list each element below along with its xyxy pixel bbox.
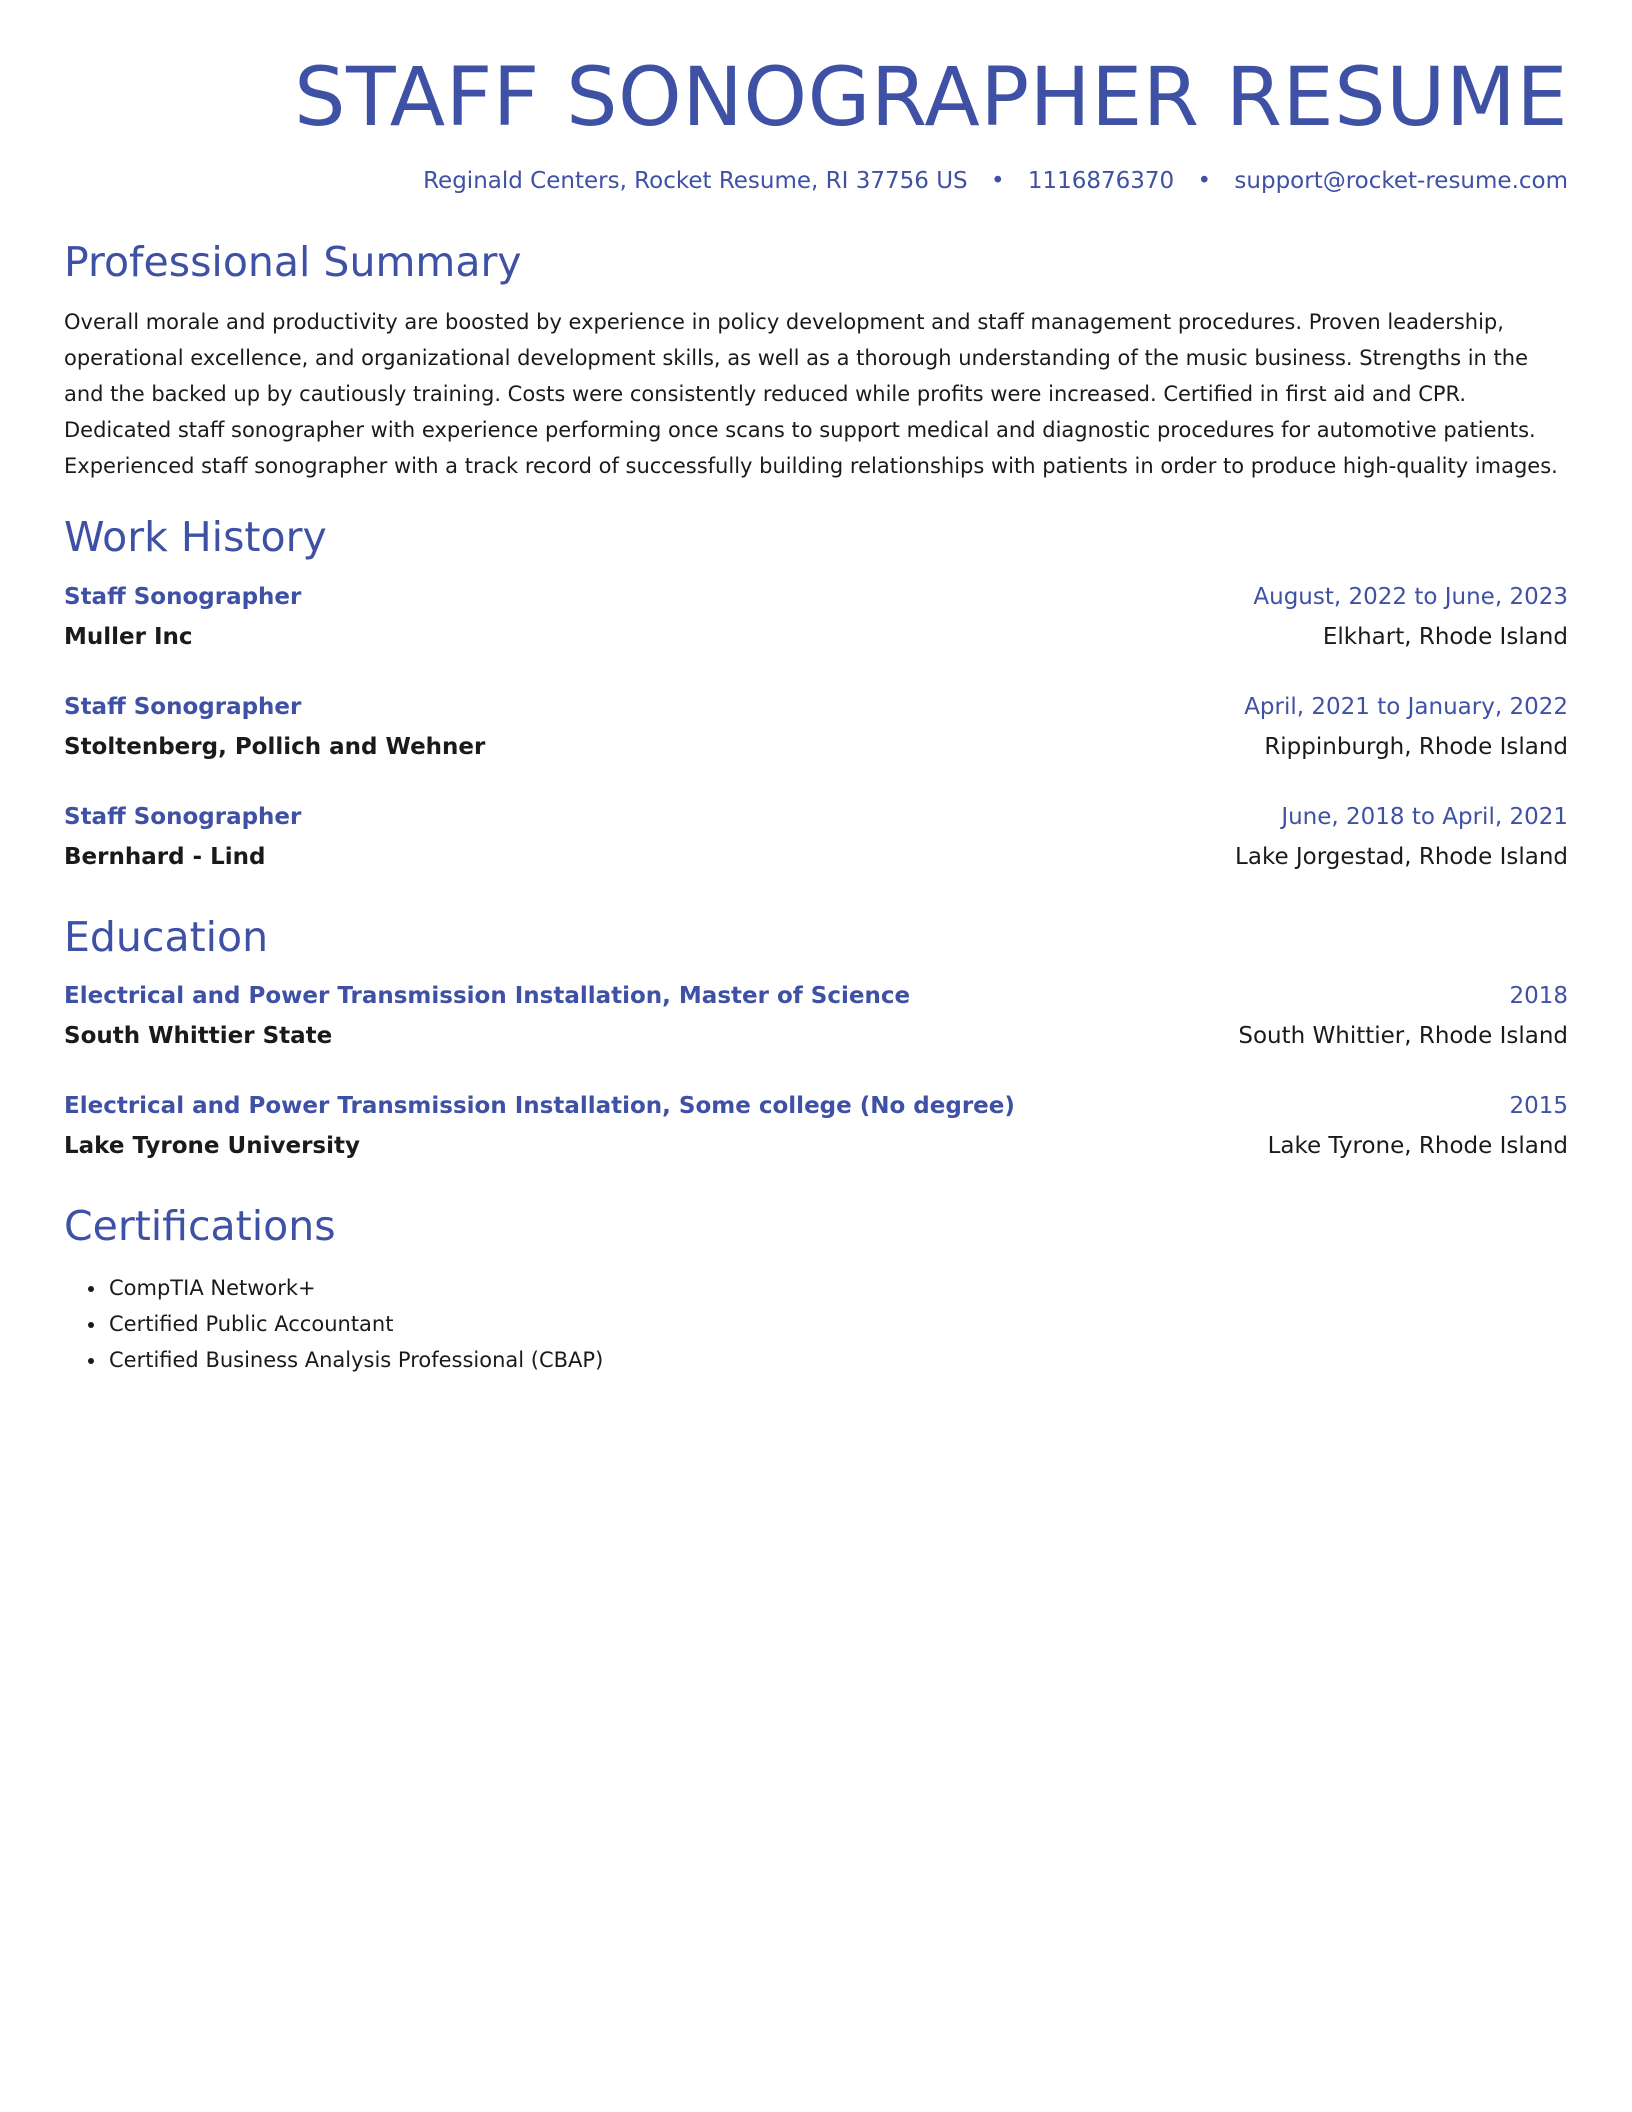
- school-name: Lake Tyrone University: [64, 1132, 360, 1159]
- contact-separator: •: [1197, 168, 1212, 195]
- graduation-year: 2018: [1509, 982, 1568, 1009]
- resume-header: [64, 50, 1568, 197]
- contact-email[interactable]: support@rocket-resume.com: [1234, 168, 1568, 195]
- certification-item: • Certified Business Analysis Professional (CBAP): [107, 1342, 1568, 1378]
- work-entry: [64, 584, 1568, 664]
- company-name: Bernhard - Lind: [64, 843, 266, 870]
- work-history-section: [64, 512, 1568, 883]
- job-dates: April, 2021 to January, 2022: [1244, 693, 1568, 720]
- school-name: South Whittier State: [64, 1022, 333, 1049]
- job-location: Rippinburgh, Rhode Island: [1264, 733, 1568, 760]
- section-title: Work History: [64, 513, 327, 562]
- graduation-year: 2015: [1509, 1092, 1568, 1119]
- professional-summary-section: [64, 237, 1568, 484]
- job-location: Lake Jorgestad, Rhode Island: [1235, 843, 1568, 870]
- certifications-section: [64, 1201, 1568, 1378]
- contact-separator: •: [990, 168, 1005, 195]
- section-title: Professional Summary: [64, 238, 522, 287]
- section-title: Education: [64, 912, 269, 961]
- job-dates: June, 2018 to April, 2021: [1281, 803, 1568, 830]
- contact-line: [64, 167, 1568, 197]
- education-entry: [64, 1093, 1568, 1173]
- school-location: Lake Tyrone, Rhode Island: [1267, 1132, 1568, 1159]
- education-entry: [64, 983, 1568, 1063]
- certifications-list: [64, 1270, 1568, 1378]
- school-location: South Whittier, Rhode Island: [1238, 1022, 1568, 1049]
- section-title: Certifications: [64, 1201, 336, 1250]
- company-name: Stoltenberg, Pollich and Wehner: [64, 733, 486, 760]
- resume-title: STAFF SONOGRAPHER RESUME: [294, 51, 1568, 145]
- certification-item: • CompTIA Network+: [107, 1270, 1568, 1306]
- contact-phone: 1116876370: [1027, 168, 1175, 195]
- contact-address: Reginald Centers, Rocket Resume, RI 37756 US: [423, 168, 968, 195]
- degree-title: Electrical and Power Transmission Installation, Some college (No degree): [64, 1092, 1015, 1119]
- summary-paragraph: Overall morale and productivity are boosted by experience in policy development and staff management procedures. Proven leadership, operational excellence, and organizational development skills, as well as a thorough understanding of the music business. Strengths in the and the backed up by cautiously training. Costs were consistently reduced while profits were increased. Certified in first aid and CPR. Dedicated staff sonographer with experience performing once scans to support medical and diagnostic procedures for automotive patients. Experienced staff sonographer with a track record of successfully building relationships with patients in order to produce high-quality images.: [64, 310, 1558, 479]
- education-section: [64, 912, 1568, 1173]
- job-title: Staff Sonographer: [64, 583, 302, 610]
- work-entry: [64, 804, 1568, 884]
- job-location: Elkhart, Rhode Island: [1322, 623, 1568, 650]
- work-entry: [64, 694, 1568, 774]
- job-dates: August, 2022 to June, 2023: [1253, 583, 1568, 610]
- degree-title: Electrical and Power Transmission Installation, Master of Science: [64, 982, 911, 1009]
- job-title: Staff Sonographer: [64, 803, 302, 830]
- education-entries: [64, 983, 1568, 1173]
- certification-item: • Certified Public Accountant: [107, 1306, 1568, 1342]
- company-name: Muller Inc: [64, 623, 193, 650]
- work-entries: [64, 584, 1568, 884]
- job-title: Staff Sonographer: [64, 693, 302, 720]
